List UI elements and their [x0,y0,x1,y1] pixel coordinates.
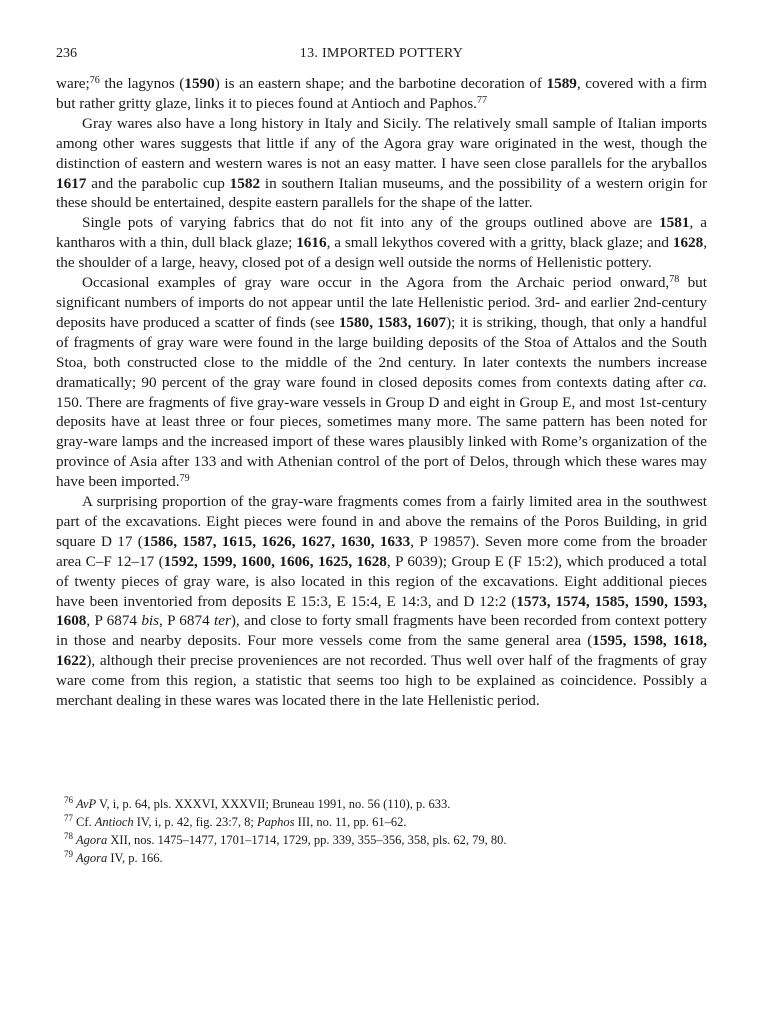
text-run: Gray wares also have a long history in Italy and Sicily. The relatively small sample of Italian imports among other wares suggests that little if any of the Agora gray ware originated in the west, though the distinction of eastern and western wares is not an easy matter. I have seen close parallels for the aryballos [56,114,707,172]
text-run: ); it is striking, though, that only a handful of fragments of gray ware were found in the large building deposits of the Stoa of Attalos and the South Stoa, both constructed close to the middle of the 2nd century. In later contexts the numbers increase dramatically; 90 percent of the gray ware found in closed deposits comes from contexts dating after [56,313,708,391]
text-run: , a small lekythos covered with a gritty, black glaze; and [326,234,673,252]
text-run: ), although their precise proveniences are not recorded. Thus well over half of the fragments of gray ware come from this region, a statistic that seems too high to be explained as coincidence. Possibly a merchant dealing in these wares was located there in the late Hellenistic period. [56,652,707,710]
catalog-number: 1580, 1583, 1607 [338,313,447,331]
footnote [56,795,707,813]
page-number: 236 [56,46,77,61]
text-run: Agora [76,833,108,847]
catalog-number: 1581 [659,214,690,232]
footnote [56,849,707,867]
running-head: 13. IMPORTED POTTERY [299,46,464,61]
catalog-number: 1590 [184,75,215,92]
text-run: , P 19857). Seven more come from the broader area C–F 12–17 ( [56,532,708,570]
text-run: in southern Italian museums, and the possibility of a western origin for these should be entertained, despite eastern parallels for the shape of the latter. [56,174,708,212]
footnote-ref: 78 [669,274,680,286]
paragraph [56,273,707,492]
footnote-number: 79 [64,849,73,859]
paragraph [56,213,707,273]
catalog-number: 1573, 1574, 1585, 1590, 1593, 1608 [56,592,707,630]
text-run: bis [141,612,160,630]
text-run: IV, i, p. 42, fig. 23:7, 8; [133,815,258,829]
text-run: III, no. 11, pp. 61–62. [294,815,407,829]
text-run: the lagynos ( [99,75,185,92]
text-run: , a kantharos with a thin, dull black glaze; [56,214,707,252]
catalog-number: 1617 [56,174,87,192]
catalog-number: 1592, 1599, 1600, 1606, 1625, 1628 [163,552,387,570]
text-run: XII, nos. 1475–1477, 1701–1714, 1729, pp. 339, 355–356, 358, pls. 62, 79, 80. [107,833,507,847]
body-text [56,74,707,711]
catalog-number: 1582 [229,174,261,192]
text-run: ), and close to forty small fragments have been recorded from context pottery in those and nearby deposits. Four more vessels come from the same general area ( [56,612,707,650]
text-run: ) is an eastern shape; and the barbotine decoration of [214,75,547,92]
text-run: Single pots of varying fabrics that do not fit into any of the groups outlined above are [82,214,660,232]
paragraph [56,492,707,711]
catalog-number: 1589 [546,75,577,92]
paragraph [56,74,707,114]
footnote [56,813,707,831]
text-run: but significant numbers of imports do not appear until the late Hellenistic period. 3rd- and earlier 2nd-century deposits have produced a scatter of finds (see [56,274,707,331]
text-run: , covered with a firm but rather gritty glaze, links it to pieces found at Antioch and Paphos. [56,75,707,112]
text-run: AvP [76,797,97,811]
footnote-number: 78 [64,831,73,841]
paragraph [56,114,707,214]
text-run: V, i, p. 64, pls. XXXVI, XXXVII; Bruneau 1991, no. 56 (110), p. 633. [96,797,451,811]
text-run: , P 6874 [159,612,214,630]
text-run: 150. There are fragments of five gray-ware vessels in Group D and eight in Group E, and most 1st-century deposits have at least three or four pieces, sometimes many more. The same pattern has been noted for gray-ware lamps and the increased import of these wares plausibly linked with Rome’s organization of the province of Asia after 133 and with Athenian control of the port of Delos, through which these wares may have been imported. [56,393,707,491]
text-run: A surprising proportion of the gray-ware fragments comes from a fairly limited area in the southwest part of the excavations. Eight pieces were found in and above the remains of the Poros Building, in grid square D 17 ( [56,493,707,550]
footnote-ref: 79 [179,473,190,485]
text-run: Antioch [94,815,134,829]
text-run: Cf. [76,815,95,829]
catalog-number: 1586, 1587, 1615, 1626, 1627, 1630, 1633 [142,532,411,550]
footnote [56,831,707,849]
text-run: Occasional examples of gray ware occur in the Agora from the Archaic period onward, [82,274,670,292]
text-run: , P 6039); Group E (F 15:2), which produced a total of twenty pieces of gray ware, is also located in this region of the excavations. Eight additional pieces have been inventoried from deposits E 15:3, E 15:4, E 14:3, and D 12:2 ( [56,552,707,610]
text-run: , P 6874 [86,612,142,630]
catalog-number: 1628 [672,234,704,252]
footnote-ref: 76 [89,75,100,86]
text-run: ca. [688,373,707,391]
text-run: ter [213,612,231,630]
footnote-number: 77 [64,813,73,823]
footnote-number: 76 [64,795,73,805]
footnote-ref: 77 [476,94,487,106]
page-header [56,46,707,66]
catalog-number: 1616 [296,234,327,252]
text-run: Agora [76,851,108,865]
text-run: , the shoulder of a large, heavy, closed pot of a design well outside the norms of Hellenistic pottery. [56,234,708,272]
text-run: IV, p. 166. [107,851,163,865]
catalog-number: 1595, 1598, 1618, 1622 [56,632,708,670]
text-run: ware; [56,75,90,92]
text-run: and the parabolic cup [86,174,230,192]
footnotes [56,795,707,867]
text-run: Paphos [257,815,295,829]
